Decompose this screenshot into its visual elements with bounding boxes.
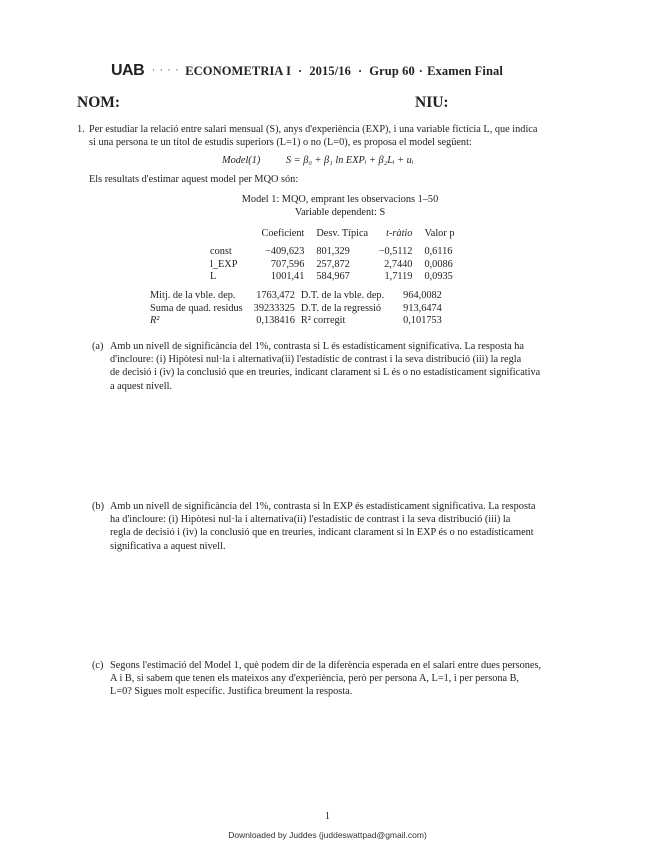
header-separator: · [358, 63, 363, 78]
page-number: 1 [324, 811, 331, 822]
part-a-line2: d'incloure: (i) Hipòtesi nul·la i alternativa(ii) l'estadístic de contrast i la seva distribució (iii) la regla [110, 354, 522, 366]
col-header-coef: Coeficient [261, 228, 305, 239]
model-equation: S = β₀ + β₁ ln EXPᵢ + β₂Lᵢ + uᵢ [286, 155, 414, 166]
row-t: 2,7440 [384, 258, 413, 270]
stat-label: R² [150, 315, 160, 327]
uab-logo: UAB [111, 62, 145, 79]
part-a-line1: Amb un nivell de significància del 1%, contrasta si L és estadísticament significativa. La resposta ha [110, 341, 524, 352]
question-intro-line1: Per estudiar la relació entre salari mensual (S), anys d'experiència (EXP), i una variable fictícia L, que indica [89, 124, 538, 135]
row-t: 1,7119 [384, 271, 413, 283]
part-b-line3: regla de decisió i (iv) la conclusió que en treuries, indicant clarament si ln EXP és o no estadísticament [110, 527, 534, 539]
nom-field-label: NOM: [77, 94, 121, 111]
part-c-text [110, 659, 622, 699]
part-b-line4: significativa a aquest nivell. [110, 540, 226, 552]
table-row [206, 246, 458, 259]
table-row [206, 259, 458, 272]
part-a-line3: de decisió i (iv) la conclusió que en treuries, indicant clarament si L és o no estadísticament significativa [110, 367, 541, 379]
question-intro-line2: si una persona te un títol de estudis superiors (L=1) o no (L=0), es proposa el model següent: [89, 137, 472, 148]
row-coef: −409,623 [265, 246, 305, 257]
row-coef: 707,596 [270, 258, 305, 270]
header-dots: · · · · [152, 66, 180, 76]
stat-value: 0,138416 [256, 315, 295, 327]
header-separator: · [418, 63, 424, 78]
stats-row [147, 303, 445, 316]
results-intro: Els resultats d'estimar aquest model per MQO són: [89, 174, 299, 185]
regression-title: Model 1: MQO, emprant les observacions 1–50 [241, 194, 439, 205]
stat-value: 1763,472 [256, 290, 295, 301]
stat-label: Mitj. de la vble. dep. [150, 290, 236, 301]
part-c-line3: L=0? Sigues molt específic. Justifica breument la resposta. [110, 686, 353, 698]
row-name: const [210, 246, 232, 257]
model-label: Model(1) [222, 155, 261, 166]
col-header-t: t-ràtio [386, 228, 413, 239]
exam-header [111, 61, 503, 81]
row-name: L [210, 271, 217, 283]
download-notice: Downloaded by Juddes (juddeswattpad@gmail.com) [228, 830, 427, 840]
row-name: l_EXP [210, 258, 238, 270]
part-c-line2: A i B, si sabem que tenen els mateixos any d'experiència, però per persona A, L=1, i per persona B, [110, 673, 520, 685]
coefficient-table-header [206, 228, 458, 246]
question-number: 1. [77, 124, 85, 135]
exam-type: Examen Final [427, 63, 503, 78]
part-b-line2: ha d'incloure: (i) Hipòtesi nul·la i alternativa(ii) l'estadístic de contrast i la seva distribució (iii) la [110, 514, 511, 526]
stat-value: 0,101753 [403, 315, 442, 327]
regression-dependent: Variable dependent: S [294, 207, 386, 218]
part-b-label: (b) [92, 501, 105, 512]
row-t: −0,5112 [378, 246, 413, 257]
row-coef: 1001,41 [270, 271, 305, 283]
row-se: 584,967 [316, 271, 350, 283]
academic-year: 2015/16 [309, 63, 352, 78]
stat-label: D.T. de la regressió [300, 302, 382, 314]
niu-field-label: NIU: [415, 94, 449, 111]
stats-row [147, 290, 445, 303]
row-p: 0,0935 [424, 271, 453, 283]
row-se: 801,329 [316, 246, 350, 257]
col-header-p: Valor p [424, 228, 455, 239]
row-p: 0,6116 [424, 246, 453, 257]
stats-row [147, 315, 445, 328]
stat-value: 39233325 [253, 302, 295, 314]
row-p: 0,0086 [424, 258, 453, 270]
part-a-label: (a) [92, 341, 104, 352]
table-row [206, 271, 458, 284]
part-a-text [110, 340, 622, 393]
stat-value: 913,6474 [403, 302, 442, 314]
part-b-line1: Amb un nivell de significància del 1%, contrasta si ln EXP és estadísticament significativa. La resposta [110, 501, 536, 512]
stat-label: D.T. de la vble. dep. [300, 290, 385, 301]
group-label: Grup 60 [369, 63, 415, 78]
part-a-line4: a aquest nivell. [110, 380, 173, 392]
regression-stats-table [147, 290, 445, 328]
part-c-line1: Segons l'estimació del Model 1, què podem dir de la diferència esperada en el salari entre dues persones, [110, 660, 542, 671]
coefficient-table [206, 228, 458, 284]
part-c-label: (c) [92, 660, 104, 671]
stat-label: R² corregit [300, 315, 346, 327]
stat-label: Suma de quad. residus [150, 302, 243, 314]
header-separator: · [298, 63, 303, 78]
col-header-se: Desv. Típica [316, 228, 369, 239]
course-title: ECONOMETRIA I [185, 63, 292, 78]
row-se: 257,872 [316, 258, 350, 270]
part-b-text [110, 500, 622, 553]
stat-value: 964,0082 [403, 290, 442, 301]
